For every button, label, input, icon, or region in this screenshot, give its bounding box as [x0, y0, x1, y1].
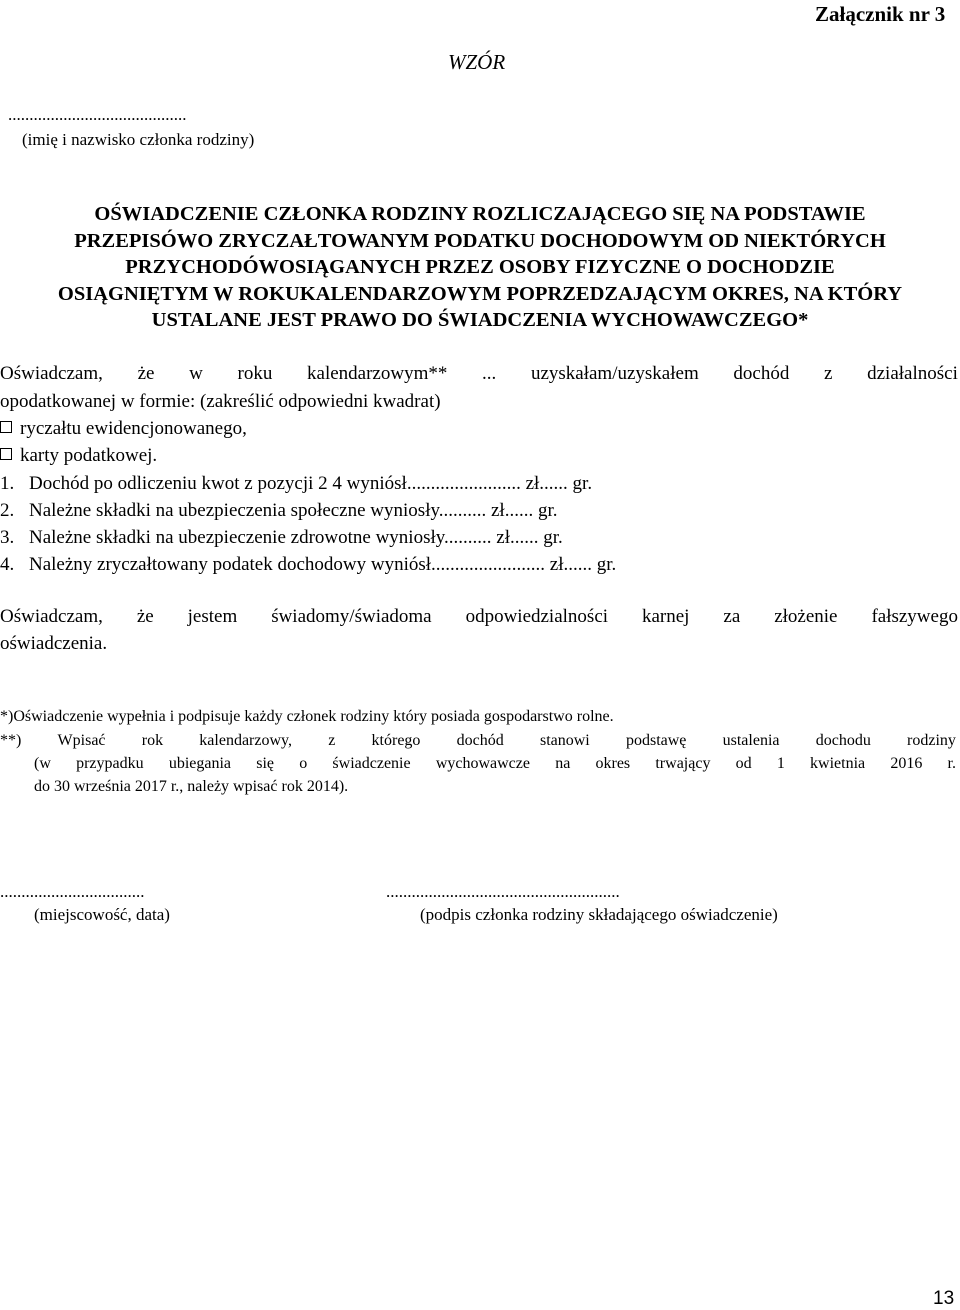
item-text: Należne składki na ubezpieczenia społeczne wyniosły [29, 500, 439, 521]
item-currency: zł [496, 527, 510, 548]
statement-line-1 [0, 363, 958, 385]
word: ... [482, 363, 497, 384]
name-field-caption: (imię i nazwisko członka rodziny) [22, 130, 255, 149]
page-number: 13 [933, 1288, 955, 1309]
word: Oświadczam, [0, 363, 103, 384]
word: z [824, 363, 833, 384]
item-currency: zł [490, 500, 505, 521]
item-dots: ........................ [431, 554, 546, 575]
option-label: karty podatkowej. [20, 445, 158, 466]
item-currency: zł [549, 554, 564, 575]
footnote-2-line-3: do 30 września 2017 r., należy wpisać rok 2014). [34, 778, 349, 795]
word: kwietnia [810, 755, 866, 772]
word: okres [595, 755, 631, 772]
annex-label: Załącznik nr 3 [815, 2, 946, 26]
word: ubiegania [168, 755, 232, 772]
item-subunit: gr. [572, 473, 593, 494]
word: dochodu [815, 732, 871, 749]
word: złożenie [774, 606, 838, 627]
item-row [0, 500, 557, 522]
word: działalności [867, 363, 958, 384]
template-label: WZÓR [448, 50, 506, 74]
word: fałszywego [871, 606, 958, 627]
item-dots: ...... [563, 554, 593, 575]
item-row [0, 527, 563, 549]
liability-line-2: oświadczenia. [0, 633, 108, 654]
word: którego [371, 732, 421, 749]
word: dochód [456, 732, 504, 749]
place-date-dots: .................................. [0, 882, 145, 901]
word: **) [0, 732, 22, 749]
word: o [299, 755, 308, 772]
word: wychowawcze [435, 755, 530, 772]
word: na [555, 755, 571, 772]
word: rok [141, 732, 164, 749]
title-line: OSIĄGNIĘTYM W ROKUKALENDARZOWYM POPRZEDZAJĄCYM OKRES, NA KTÓRY [57, 283, 903, 305]
word: że [136, 606, 154, 627]
word: stanowi [539, 732, 590, 749]
word: kalendarzowy, [199, 732, 292, 749]
word: z [328, 732, 336, 749]
title-line: USTALANE JEST PRAWO DO ŚWIADCZENIA WYCHOWAWCZEGO* [151, 309, 809, 331]
word: że [137, 363, 155, 384]
item-text: Należny zryczałtowany podatek dochodowy wyniósł [29, 554, 432, 575]
word: rodziny [907, 732, 956, 749]
item-currency: zł [525, 473, 540, 494]
word: trwający [655, 755, 711, 772]
word: 1 [776, 755, 785, 772]
word: przypadku [76, 755, 144, 772]
name-field-dots: .......................................... [8, 105, 187, 124]
item-text: Należne składki na ubezpieczenie zdrowotne wyniosły [29, 527, 445, 548]
word: karnej [641, 606, 690, 627]
word: świadomy/świadoma [271, 606, 432, 627]
title-line: OŚWIADCZENIE CZŁONKA RODZINY ROZLICZAJĄCEGO SIĘ NA PODSTAWIE [94, 203, 866, 225]
option-tax-card[interactable] [0, 445, 157, 467]
item-dots: ...... [539, 473, 568, 494]
footnote-2-line-2 [34, 755, 956, 773]
word: w [189, 363, 203, 384]
word: podstawę [625, 732, 687, 749]
word: roku [237, 363, 273, 384]
option-label: ryczałtu ewidencjonowanego, [20, 418, 247, 439]
word: 2016 [890, 755, 923, 772]
word: ustalenia [722, 732, 780, 749]
statement-line-2: opodatkowanej w formie: (zakreślić odpowiedni kwadrat) [0, 391, 441, 412]
checkbox-square-icon[interactable] [0, 421, 12, 433]
item-text: Dochód po odliczeniu kwot z pozycji 2 4 wyniósł [29, 473, 407, 494]
item-dots: .......... [438, 500, 487, 521]
word: jestem [187, 606, 238, 627]
word: r. [947, 755, 956, 772]
item-number: 3. [0, 527, 15, 548]
word: się [256, 755, 275, 772]
checkbox-square-icon[interactable] [0, 448, 12, 460]
word: Wpisać [57, 732, 106, 749]
item-subunit: gr. [596, 554, 617, 575]
word: Oświadczam, [0, 606, 103, 627]
footnote-1: *)Oświadczenie wypełnia i podpisuje każdy członek rodziny który posiada gospodarstwo rolne. [0, 708, 614, 725]
word: odpowiedzialności [465, 606, 609, 627]
word: od [735, 755, 752, 772]
word: świadczenie [332, 755, 411, 772]
item-row [0, 554, 616, 576]
title-line: PRZYCHODÓWOSIĄGANYCH PRZEZ OSOBY FIZYCZNE O DOCHODZIE [125, 256, 835, 278]
signature-caption: (podpis członka rodziny składającego oświadczenie) [420, 905, 778, 924]
place-date-caption: (miejscowość, data) [34, 905, 170, 924]
footnote-2-line-1 [0, 732, 956, 750]
item-number: 4. [0, 554, 15, 575]
option-lump-sum[interactable] [0, 418, 247, 440]
word: (w [34, 755, 51, 772]
word: uzyskałam/uzyskałem [530, 363, 699, 384]
word: za [723, 606, 741, 627]
item-number: 1. [0, 473, 15, 494]
item-dots: .......... [444, 527, 492, 548]
liability-line-1 [0, 606, 958, 628]
word: dochód [733, 363, 790, 384]
item-row [0, 473, 592, 495]
item-dots: ........................ [406, 473, 521, 494]
item-number: 2. [0, 500, 15, 521]
item-dots: ...... [510, 527, 539, 548]
item-subunit: gr. [543, 527, 563, 548]
signature-dots: ....................................................... [386, 882, 620, 901]
item-subunit: gr. [537, 500, 558, 521]
word: kalendarzowym** [307, 363, 448, 384]
item-dots: ...... [504, 500, 534, 521]
title-line: PRZEPISÓWO ZRYCZAŁTOWANYM PODATKU DOCHODOWYM OD NIEKTÓRYCH [74, 230, 886, 252]
